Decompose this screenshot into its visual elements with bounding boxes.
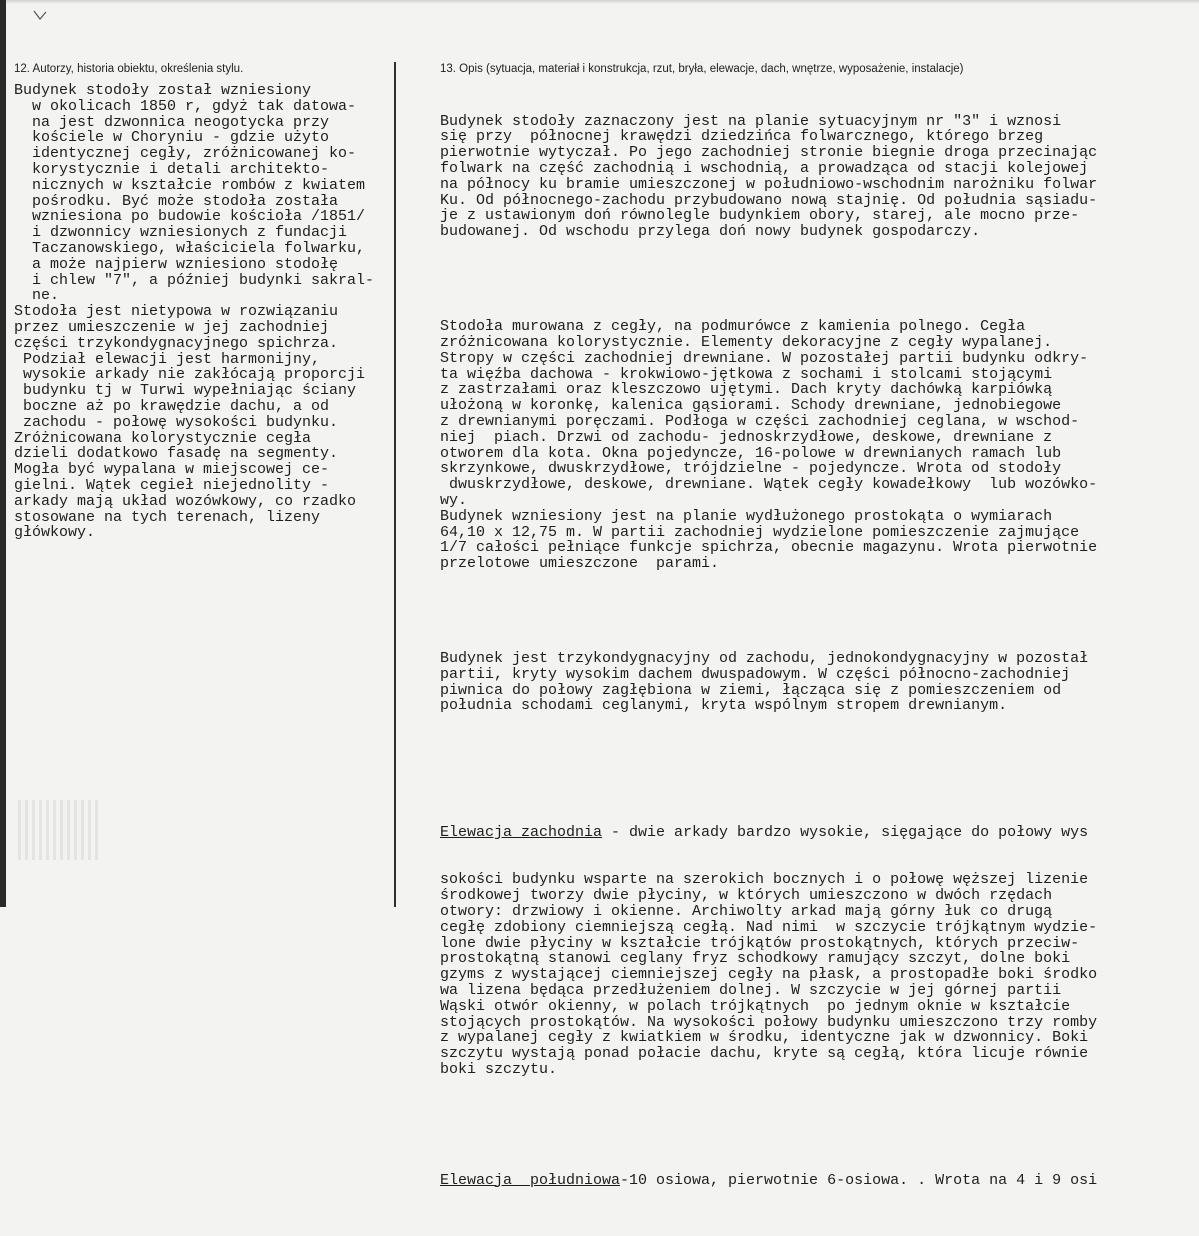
text-line: na jest dzwonnica neogotycka przy (14, 113, 330, 131)
text-line: ułożoną w koronkę, kalenica gąsiorami. Schody drewniane, jednobiegowe (440, 397, 1062, 415)
text-line: lone dwie płyciny w kształcie trójkątów prostokątnych, których przeciw- (440, 934, 1080, 952)
text-line: korystycznie i detali architekto- (14, 160, 330, 178)
text-line: niej piach. Drzwi od zachodu- jednoskrzydłowe, deskowe, drewniane z (440, 428, 1053, 446)
text-line: w okolicach 1850 r, gdyż tak datowa- (14, 97, 357, 115)
text-line: części trzykondygnacyjnego spichrza. (14, 334, 339, 352)
text-line: je z ustawionym doń równolegle budynkiem obory, starej, ale mocno prze- (440, 207, 1080, 225)
text-line (440, 1173, 1199, 1189)
scan-shadow (0, 0, 1199, 4)
text-line: Stodoła jest nietypowa w rozwiązaniu (14, 303, 339, 321)
text-line: cegłę zdobiony ciemniejszą cegłą. Nad nimi w szczycie trójkątnym wydzie- (440, 918, 1098, 936)
west-elevation-first-line: - dwie arkady bardzo wysokie, sięgające do połowy wys (602, 824, 1089, 842)
text-line: stojących prostokątów. Na wysokości połowy budynku umieszczono trzy romby (440, 1013, 1098, 1031)
text-line: Wąski otwór okienny, w polach trójkątnych po jednym oknie w kształcie (440, 997, 1071, 1015)
text-line: 1/7 całości pełniące funkcje spichrza, obecnie magazynu. Wrota pierwotnie (440, 539, 1098, 557)
text-line: Budynek stodoły został wzniesiony (14, 83, 312, 99)
text-line: Budynek stodoły zaznaczony jest na planie sytuacyjnym nr "3" i wznosi (440, 112, 1062, 130)
text-line: Taczanowskiego, właściciela folwarku, (14, 239, 366, 257)
text-line: dzieli dodatkowo fasadę na segmenty. (14, 445, 339, 463)
text-line: szczytu wystają ponad połacie dachu, kryte są cegłą, która licuje równie (440, 1045, 1089, 1063)
text-line: wa lizena będąca przedłużeniem dolnej. W szczycie w jej górnej partii (440, 982, 1062, 1000)
text-line: Budynek wzniesiony jest na planie wydłużonego prostokąta o wymiarach (440, 507, 1053, 525)
scan-smudge (18, 800, 98, 860)
text-line: wy. (440, 491, 468, 509)
paragraph-west-elevation (440, 793, 1199, 1109)
section-13-heading: 13. Opis (sytuacja, materiał i konstrukcja, rzut, bryła, elewacje, dach, wnętrze, wyposażenie, instalacje) (440, 63, 964, 75)
text-line: pierwotnie wytyczał. Po jego zachodniej stronie biegnie droga przecinając (440, 144, 1098, 162)
text-line: przelotowe umieszczone parami. (440, 555, 720, 573)
text-line: otwory: drzwiowy i okienne. Archiwolty arkad mają górny łuk co drugą (440, 903, 1053, 921)
text-line: gielni. Wątek cegieł niejednolity - (14, 476, 330, 494)
paragraph-situation (440, 114, 1199, 240)
section-12-text (14, 83, 394, 541)
text-line: prostokątną stanowi ceglany fryz schodkowy ramujący szczyt, dolne boki (440, 950, 1071, 968)
text-line: z zastrzałami oraz kleszczowo ujętymi. Dach kryty dachówką karpiówką (440, 381, 1053, 399)
text-line: sokości budynku wsparte na szerokich bocznych i o połowę węższej lizenie (440, 871, 1089, 889)
west-elevation-label: Elewacja zachodnia (440, 824, 603, 842)
text-line: zachodu - połowę wysokości budynku. (14, 413, 339, 431)
text-line: Stodoła murowana z cegły, na podmurówce z kamienia polnego. Cegła (440, 318, 1026, 336)
text-line: boki szczytu. (440, 1061, 558, 1079)
text-line: się przy północnej krawędzi dziedzińca folwarcznego, którego brzeg (440, 128, 1044, 146)
text-line: z wypalanej cegły z kwiatkiem w środku, identyczne jak w dzwonnicy. Boki (440, 1029, 1089, 1047)
text-line: piwnica do połowy zagłębiona w ziemi, łącząca się z pomieszczeniem od (440, 681, 1062, 699)
south-elevation-text: -10 osiowa, pierwotnie 6-osiowa. . Wrota na 4 i 9 osi (620, 1171, 1098, 1189)
paragraph-gap (440, 272, 1199, 288)
text-line: wzniesiona po budowie kościoła /1851/ (14, 208, 366, 226)
text-line: przez umieszczenie w jej zachodniej (14, 318, 330, 336)
paragraph-south-elevation (440, 1141, 1199, 1220)
text-line: Stropy w części zachodniej drewniane. W pozostałej partii budynku odkry- (440, 349, 1089, 367)
scan-edge (0, 0, 6, 907)
south-elevation-label: Elewacja południowa (440, 1171, 621, 1189)
text-line: pośrodku. Być może stodoła została (14, 192, 339, 210)
column-divider (394, 62, 396, 907)
west-elevation-body (440, 872, 1199, 1077)
text-line: dwuskrzydłowe, deskowe, drewniane. Wątek cegły kowadełkowy lub wozówko- (440, 476, 1098, 494)
text-line: Ku. Od północnego-zachodu przybudowano nową stajnię. Od południa sąsiadu- (440, 191, 1098, 209)
text-line: boczne aż po krawędzie dachu, a od (14, 397, 330, 415)
text-line: identycznej cegły, zróżnicowanej ko- (14, 145, 357, 163)
text-line: Budynek jest trzykondygnacyjny od zachodu, jednokondygnacyjny w pozostał (440, 650, 1089, 668)
text-line: otworem dla kota. Okna pojedyncze, 16-polowe w drewnianych ramach lub (440, 444, 1062, 462)
text-line: gzyms z wystającej ciemniejszej cegły na płask, a prostopadłe boki środko (440, 966, 1098, 984)
paragraph-gap (440, 746, 1199, 762)
text-line: folwark na część zachodnią i wschodnią, a prowadząca od stacji kolejowej (440, 159, 1089, 177)
text-line: główkowy. (14, 524, 96, 542)
text-line: nicznych w kształcie rombów z kwiatem (14, 176, 366, 194)
text-line: budowanej. Od wschodu przylega doń nowy budynek gospodarczy. (440, 223, 981, 241)
text-line: wysokie arkady nie zakłócają proporcji (14, 366, 366, 384)
text-line: południa schodami ceglanymi, kryta wspólnym stropem drewnianym. (440, 697, 1008, 715)
check-mark (33, 10, 47, 20)
text-line: partii, kryty wysokim dachem dwuspadowym. W części północno-zachodniej (440, 665, 1071, 683)
text-line: Zróżnicowana kolorystycznie cegła (14, 429, 312, 447)
text-line: budynku tj w Turwi wypełniając ściany (14, 382, 357, 400)
text-line: ta więźba dachowa - krokwiowo-jętkowa z sochami i stolcami stojącymi (440, 365, 1053, 383)
paragraph-materials (440, 319, 1199, 572)
text-line: kościele w Choryniu - gdzie użyto (14, 129, 330, 147)
text-line: a może najpierw wzniesiono stodołę (14, 255, 339, 273)
text-line: 64,10 x 12,75 m. W partii zachodniej wydzielone pomieszczenie zajmujące (440, 523, 1080, 541)
text-line: stosowane na tych terenach, lizeny (14, 508, 321, 526)
text-line: Mogła być wypalana w miejscowej ce- (14, 461, 330, 479)
text-line: z drewnianymi poręczami. Podłoga w części zachodniej ceglana, w wschod- (440, 412, 1080, 430)
paragraph-gap (440, 604, 1199, 620)
text-line: Podział elewacji jest harmonijny, (14, 350, 321, 368)
text-line: na północy ku bramie umieszczonej w południowo-wschodnim narożniku folwar (440, 175, 1098, 193)
text-line (440, 825, 1199, 841)
paragraph-structure (440, 651, 1199, 714)
text-line: środkowej tworzy dwie płyciny, w których umieszczono w dwóch rzędach (440, 887, 1053, 905)
section-12-heading: 12. Autorzy, historia obiektu, określenia stylu. (14, 63, 244, 75)
text-line: ne. (14, 287, 60, 305)
text-line: i dzwonnicy wzniesionych z fundacji (14, 224, 348, 242)
text-line: zróżnicowana kolorystycznie. Elementy dekoracyjne z cegły wypalanej. (440, 333, 1053, 351)
text-line: i chlew "7", a później budynki sakral- (14, 271, 375, 289)
section-13-text (440, 82, 1199, 1236)
text-line: skrzynkowe, dwuskrzydłowe, trójdzielne - pojedyncze. Wrota od stodoły (440, 460, 1062, 478)
text-line: arkady mają układ wozówkowy, co rzadko (14, 492, 357, 510)
